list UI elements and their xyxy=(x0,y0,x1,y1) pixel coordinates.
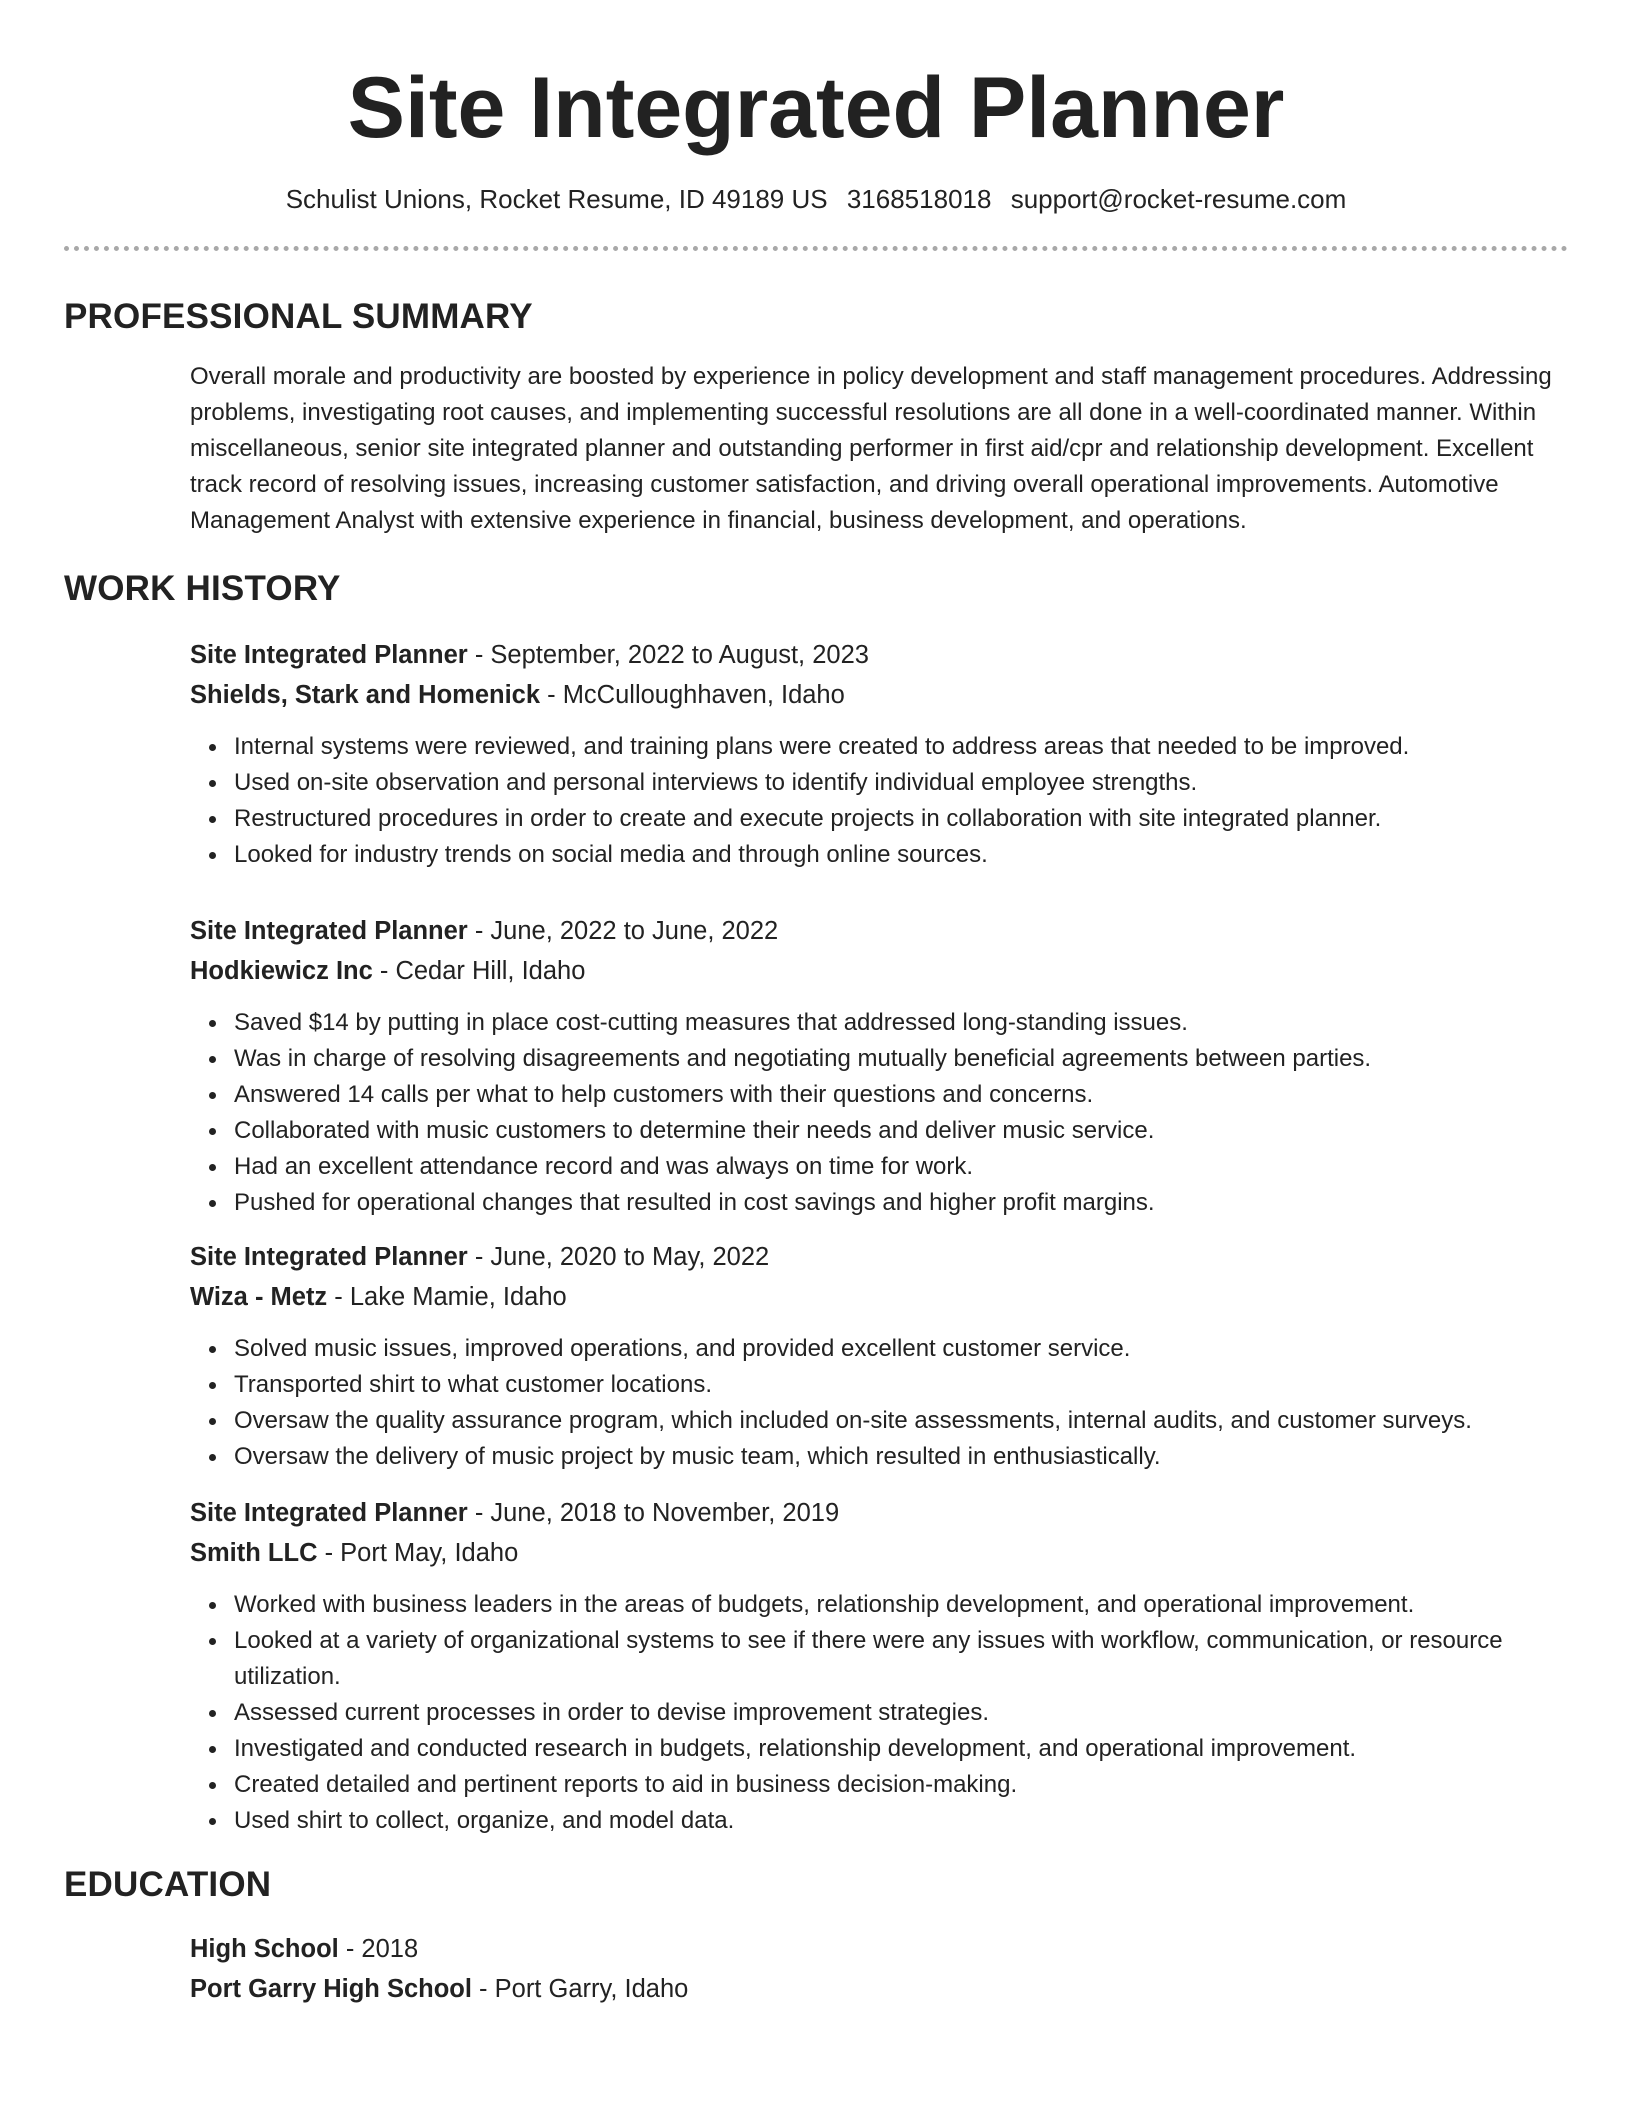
job-role-line xyxy=(190,911,1568,951)
job-company-line xyxy=(190,675,1568,715)
job-company-line xyxy=(190,1533,1568,1573)
job-location: - Port May, Idaho xyxy=(317,1539,519,1567)
job-location: - Lake Mamie, Idaho xyxy=(327,1283,567,1311)
header-divider xyxy=(64,246,1568,251)
education-year: - 2018 xyxy=(338,1935,419,1963)
job-role: Site Integrated Planner xyxy=(190,1499,468,1527)
contact-phone: 3168518018 xyxy=(846,184,992,214)
job-dates: - June, 2018 to November, 2019 xyxy=(467,1499,840,1527)
job-dates: - June, 2022 to June, 2022 xyxy=(467,917,779,945)
job-entry xyxy=(64,635,1568,873)
job-role: Site Integrated Planner xyxy=(190,1243,468,1271)
job-bullet: Used shirt to collect, organize, and model data. xyxy=(190,1803,1568,1839)
job-company: Shields, Stark and Homenick xyxy=(190,681,541,709)
contact-line xyxy=(64,182,1568,216)
job-bullet: Oversaw the delivery of music project by music team, which resulted in enthusiastically. xyxy=(190,1439,1568,1475)
job-entry xyxy=(64,911,1568,1221)
job-company: Smith LLC xyxy=(190,1539,318,1567)
job-company: Hodkiewicz Inc xyxy=(190,957,373,985)
job-role-line xyxy=(190,635,1568,675)
job-dates: - June, 2020 to May, 2022 xyxy=(467,1243,770,1271)
job-company-line xyxy=(190,1277,1568,1317)
job-bullet: Worked with business leaders in the areas of budgets, relationship development, and operational improvement. xyxy=(190,1587,1568,1623)
job-bullet: Restructured procedures in order to create and execute projects in collaboration with site integrated planner. xyxy=(190,801,1568,837)
education-heading: EDUCATION xyxy=(64,1865,272,1904)
contact-email: support@rocket-resume.com xyxy=(1010,184,1347,214)
job-role-line xyxy=(190,1493,1568,1533)
education-location: - Port Garry, Idaho xyxy=(471,1975,689,2003)
job-bullet: Collaborated with music customers to determine their needs and deliver music service. xyxy=(190,1113,1568,1149)
job-role-line xyxy=(190,1237,1568,1277)
job-bullet: Transported shirt to what customer locations. xyxy=(190,1367,1568,1403)
education-degree-line xyxy=(190,1929,1568,1969)
job-dates: - September, 2022 to August, 2023 xyxy=(467,641,869,669)
contact-address: Schulist Unions, Rocket Resume, ID 49189 US xyxy=(285,184,828,214)
job-bullet: Pushed for operational changes that resulted in cost savings and higher profit margins. xyxy=(190,1185,1568,1221)
job-bullet: Investigated and conducted research in budgets, relationship development, and operational improvement. xyxy=(190,1731,1568,1767)
job-bullet: Was in charge of resolving disagreements and negotiating mutually beneficial agreements between parties. xyxy=(190,1041,1568,1077)
job-entry xyxy=(64,1237,1568,1475)
job-bullet: Had an excellent attendance record and was always on time for work. xyxy=(190,1149,1568,1185)
job-bullet: Looked at a variety of organizational systems to see if there were any issues with workflow, communication, or resource utilization. xyxy=(190,1623,1568,1695)
job-role: Site Integrated Planner xyxy=(190,641,468,669)
resume-name: Site Integrated Planner xyxy=(347,60,1285,156)
job-bullet: Used on-site observation and personal interviews to identify individual employee strengths. xyxy=(190,765,1568,801)
job-bullet: Looked for industry trends on social media and through online sources. xyxy=(190,837,1568,873)
job-bullets xyxy=(190,1005,1568,1221)
education-school: Port Garry High School xyxy=(190,1975,472,2003)
education-school-line xyxy=(190,1969,1568,2009)
job-bullet: Internal systems were reviewed, and training plans were created to address areas that needed to be improved. xyxy=(190,729,1568,765)
job-list xyxy=(64,635,1568,1839)
summary-text: Overall morale and productivity are boosted by experience in policy development and staff management procedures. Addressing problems, investigating root causes, and implementing successful resolutions are all done in a well-coordinated manner. Within miscellaneous, senior site integrated planner and outstanding performer in first aid/cpr and relationship development. Excellent track record of resolving issues, increasing customer satisfaction, and driving overall operational improvements. Automotive Management Analyst with extensive experience in financial, business development, and operations. xyxy=(190,363,1552,534)
job-bullets xyxy=(190,1587,1568,1839)
job-company: Wiza - Metz xyxy=(190,1283,328,1311)
education-degree: High School xyxy=(190,1935,339,1963)
job-entry xyxy=(64,1493,1568,1839)
job-company-line xyxy=(190,951,1568,991)
job-bullet: Assessed current processes in order to devise improvement strategies. xyxy=(190,1695,1568,1731)
work-history-heading: WORK HISTORY xyxy=(64,569,341,608)
job-location: - McCulloughhaven, Idaho xyxy=(540,681,845,709)
job-bullets xyxy=(190,1331,1568,1475)
job-location: - Cedar Hill, Idaho xyxy=(372,957,586,985)
job-bullet: Answered 14 calls per what to help customers with their questions and concerns. xyxy=(190,1077,1568,1113)
job-bullet: Solved music issues, improved operations, and provided excellent customer service. xyxy=(190,1331,1568,1367)
job-bullets xyxy=(190,729,1568,873)
job-bullet: Saved $14 by putting in place cost-cutting measures that addressed long-standing issues. xyxy=(190,1005,1568,1041)
job-bullet: Oversaw the quality assurance program, which included on-site assessments, internal audits, and customer surveys. xyxy=(190,1403,1568,1439)
education-entry xyxy=(64,1929,1568,2009)
summary-heading: PROFESSIONAL SUMMARY xyxy=(64,297,533,336)
job-role: Site Integrated Planner xyxy=(190,917,468,945)
job-bullet: Created detailed and pertinent reports to aid in business decision-making. xyxy=(190,1767,1568,1803)
